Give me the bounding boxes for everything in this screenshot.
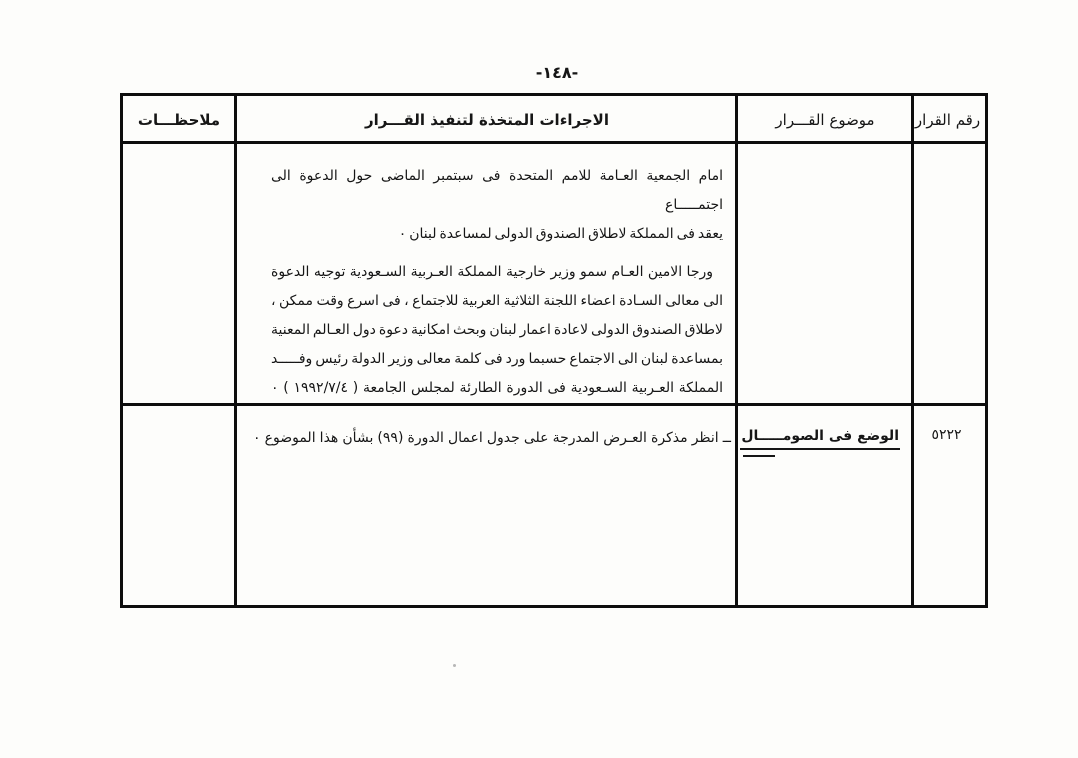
procedures-line: يعقد فى المملكة لاطلاق الصندوق الدولى لمساعدة لبنان ٠	[398, 226, 723, 242]
procedures-line: ورجا الامين العـام سمو وزير خارجية المملكة العـربية السـعودية توجيه الدعوة	[271, 264, 713, 280]
header-notes: ملاحظـــات	[137, 111, 221, 129]
header-procedures: الاجراءات المتخذة لتنفيذ القـــرار	[365, 111, 609, 129]
procedures-line: لاطلاق الصندوق الدولى لاعادة اعمار لبنان وبحث امكانية دعوة دول العـالم المعنية	[271, 322, 723, 338]
header-separator-line	[123, 141, 985, 144]
scan-artifact-dot	[453, 664, 456, 667]
column-divider-notes	[234, 96, 237, 605]
page-number: -١٤٨-	[535, 63, 579, 82]
column-divider-subject	[911, 96, 914, 605]
column-divider-procedures	[735, 96, 738, 605]
subject-text: الوضع فى الصومـــــال	[740, 428, 900, 450]
row1-procedures-cell	[271, 162, 723, 403]
row-separator-line	[123, 403, 985, 406]
procedures-line: المملكة العـربية السـعودية فى الدورة الطارئة لمجلس الجامعة ( ١٩٩٢/٧/٤ ) ٠	[271, 380, 723, 396]
subject-underline-extension	[743, 455, 775, 457]
procedures-line: الى معالى السـادة اعضاء اللجنة الثلاثية العربية للاجتماع ، فى اسرع وقت ممكن ،	[271, 293, 723, 309]
header-decision-number: رقم القرار	[914, 111, 981, 129]
row2-procedures-line: ــ انظر مذكرة العـرض المدرجة على جدول اعمال الدورة (٩٩) بشأن هذا الموضوع ٠	[253, 430, 731, 446]
header-subject: موضوع القـــرار	[775, 111, 875, 129]
row2-decision-number: ٥٢٢٢	[931, 427, 962, 443]
procedures-line: امام الجمعية العـامة للامم المتحدة فى سبتمبر الماضى حول الدعوة الى اجتمـــــاع	[271, 168, 723, 213]
decisions-table	[120, 93, 988, 608]
row2-subject-cell	[742, 426, 900, 446]
procedures-line: بمساعدة لبنان الى الاجتماع حسبما ورد فى كلمة معالى وزير الدولة رئيس وفـــــد	[271, 351, 723, 367]
